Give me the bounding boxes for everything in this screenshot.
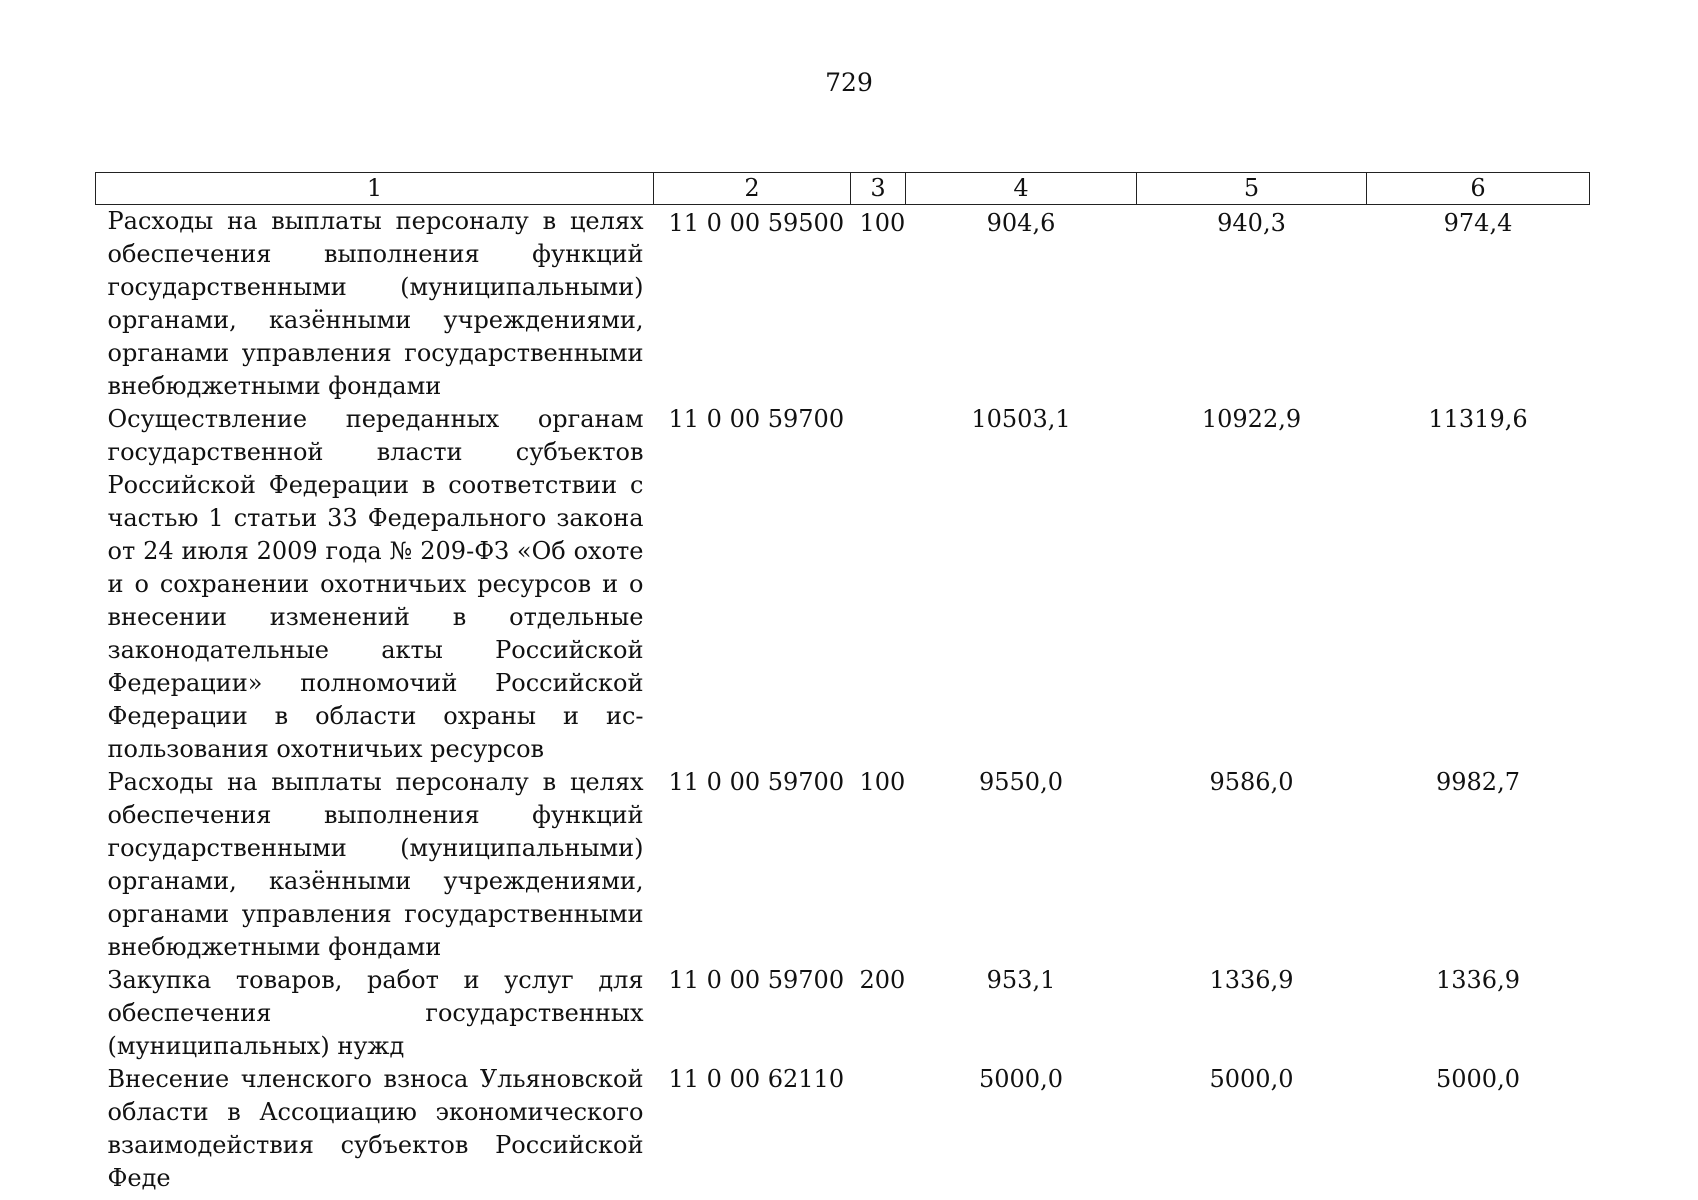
table-row	[96, 964, 1590, 1063]
row-value-col4: 953,1	[986, 966, 1056, 994]
header-col-5: 5	[1137, 173, 1367, 205]
row-type: 200	[859, 966, 906, 994]
row-value-col4: 904,6	[986, 209, 1056, 237]
row-description: Расходы на выплаты персоналу в целях обеспечения выполнения функций государственными (муниципальными) органами, казёнными учреждениями, органами управления государственными внебюджетными фондами	[107, 768, 644, 961]
header-col-4: 4	[906, 173, 1137, 205]
row-code: 11 0 00 62110	[668, 1065, 845, 1093]
row-code: 11 0 00 59700	[668, 966, 845, 994]
header-col-2: 2	[654, 173, 851, 205]
page-number: 729	[825, 68, 873, 97]
row-description: Закупка товаров, работ и услуг для обеспечения государственных (муниципальных) нужд	[107, 966, 644, 1060]
row-value-col5: 940,3	[1217, 209, 1286, 237]
row-value-col6: 11319,6	[1428, 405, 1528, 433]
row-description: Внесение членского взноса Ульяновской области в Ассоциацию экономического взаимодействия субъектов Российской Феде	[107, 1065, 644, 1192]
row-value-col4: 9550,0	[979, 768, 1063, 796]
row-value-col5: 9586,0	[1209, 768, 1294, 796]
row-value-col6: 9982,7	[1436, 768, 1520, 796]
header-col-1: 1	[96, 173, 654, 205]
row-type: 100	[859, 768, 906, 796]
row-value-col4: 5000,0	[979, 1065, 1063, 1093]
row-code: 11 0 00 59700	[668, 405, 845, 433]
row-type	[851, 1063, 906, 1195]
row-description: Осуществление переданных органам государственной власти субъектов Российской Федерации в соответствии с частью 1 статьи 33 Федерального закона от 24 июля 2009 года № 209-ФЗ «Об охоте и о сохранении охотничьих ресурсов и о внесении изменений в отдельные законодательные акты Российской Федерации» полномочий Российской Федерации в области охраны и использования охотничьих ресурсов	[107, 405, 644, 763]
row-code: 11 0 00 59500	[668, 209, 845, 237]
row-value-col4: 10503,1	[971, 405, 1071, 433]
row-value-col6: 974,4	[1443, 209, 1513, 237]
row-code: 11 0 00 59700	[668, 768, 845, 796]
row-type	[851, 403, 906, 766]
budget-table	[95, 172, 1590, 1195]
table-row	[96, 403, 1590, 766]
row-value-col5: 1336,9	[1209, 966, 1294, 994]
row-description: Расходы на выплаты персоналу в целях обеспечения выполнения функций государственными (муниципальными) органами, казёнными учреждениями, органами управления государственными внебюджетными фондами	[107, 207, 644, 400]
header-row	[96, 173, 1590, 205]
header-col-6: 6	[1367, 173, 1590, 205]
row-value-col5: 10922,9	[1201, 405, 1302, 433]
row-value-col5: 5000,0	[1209, 1065, 1294, 1093]
table-row	[96, 766, 1590, 964]
table-row	[96, 1063, 1590, 1195]
table-row	[96, 205, 1590, 404]
header-col-3: 3	[851, 173, 906, 205]
row-type: 100	[859, 209, 906, 237]
row-value-col6: 1336,9	[1436, 966, 1520, 994]
row-value-col6: 5000,0	[1436, 1065, 1520, 1093]
